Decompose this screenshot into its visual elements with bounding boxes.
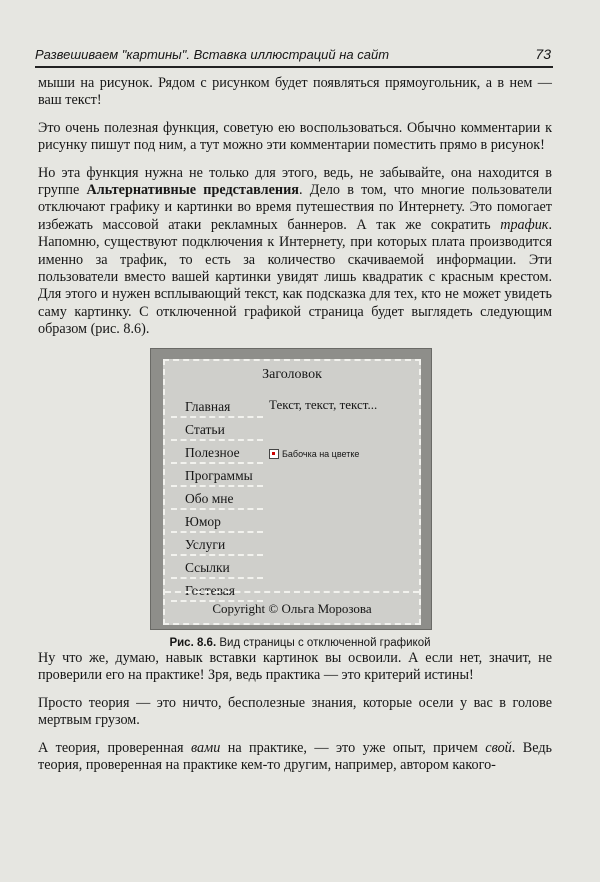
text-run: на практике, — это уже опыт, причем [220, 739, 486, 756]
figure-caption [0, 637, 600, 649]
bold-term: Альтернативные представления [86, 182, 299, 199]
menu-item: Программы [171, 468, 263, 487]
broken-image-icon [269, 449, 279, 459]
paragraph [38, 740, 552, 775]
menu-item: Статьи [171, 422, 263, 441]
text-run: . Напомню, существуют подключения к Интернету, при которых плата производится именно за трафик, то есть за количество скачиваемой информации. Эти пользователи вместо вашей картинки увидят лишь квадратик с красным крестом. Для этого и нужен всплывающий текст, как подсказка для тех, кто не может увидеть саму картинку. С отключенной графикой страница будет выглядеть следующим образом (рис. 8.6). [38, 216, 552, 338]
menu-item: Юмор [171, 514, 263, 533]
menu-item: Главная [171, 399, 263, 418]
text-run: А теория, проверенная [38, 739, 191, 756]
broken-image-placeholder [269, 449, 359, 459]
italic-term: вами [190, 739, 221, 756]
body-text-top [38, 75, 552, 349]
mock-menu [171, 399, 263, 606]
caption-label: Рис. 8.6. [169, 637, 217, 649]
text-run: . Дело в том, что многие пользователи отключают графику и картинки во время путешествия по Интернету. Это помогает избежать массовой атаки рекламных баннеров. А так же сократить [38, 182, 552, 233]
text-run: Но эта функция нужна не только для этого, ведь, не забывайте, она находится в группе [38, 164, 552, 199]
mock-footer: Copyright © Ольга Морозова [165, 591, 419, 617]
text-run: . Ведь теория, проверенная на практике кем-то другим, например, автором какого- [38, 739, 553, 774]
body-text-bottom [38, 650, 552, 784]
page-layout-mock [163, 359, 421, 625]
figure-screenshot [150, 348, 432, 630]
page-number: 73 [535, 46, 551, 62]
running-header [35, 44, 553, 68]
mock-heading: Заголовок [262, 367, 322, 382]
mock-content-text: Текст, текст, текст... [269, 397, 378, 412]
italic-term: свой [485, 739, 512, 756]
menu-item: Полезное [171, 445, 263, 464]
menu-item: Гостевая [171, 583, 263, 602]
paragraph: Ну что же, думаю, навык вставки картинок вы освоили. А если нет, значит, не проверили его на практике! Зря, ведь практика — это критерий истины! [38, 650, 552, 684]
paragraph [38, 165, 552, 339]
paragraph: мыши на рисунок. Рядом с рисунком будет появляться прямоугольник, а в нем — ваш текст! [38, 75, 552, 109]
menu-item: Ссылки [171, 560, 263, 579]
paragraph: Это очень полезная функция, советую ею воспользоваться. Обычно комментарии к рисунку пишут под ним, а тут можно эти комментарии поместить прямо в рисунок! [38, 119, 552, 154]
image-alt-text: Бабочка на цветке [282, 449, 360, 459]
paragraph: Просто теория — это ничто, бесполезные знания, которые осели у вас в голове мертвым грузом. [38, 694, 552, 729]
menu-item: Услуги [171, 537, 263, 556]
italic-term: трафик [500, 216, 549, 233]
chapter-title: Развешиваем "картины". Вставка иллюстраций на сайт [35, 47, 390, 62]
menu-item: Обо мне [171, 491, 263, 510]
caption-text: Вид страницы с отключенной графикой [216, 637, 431, 649]
